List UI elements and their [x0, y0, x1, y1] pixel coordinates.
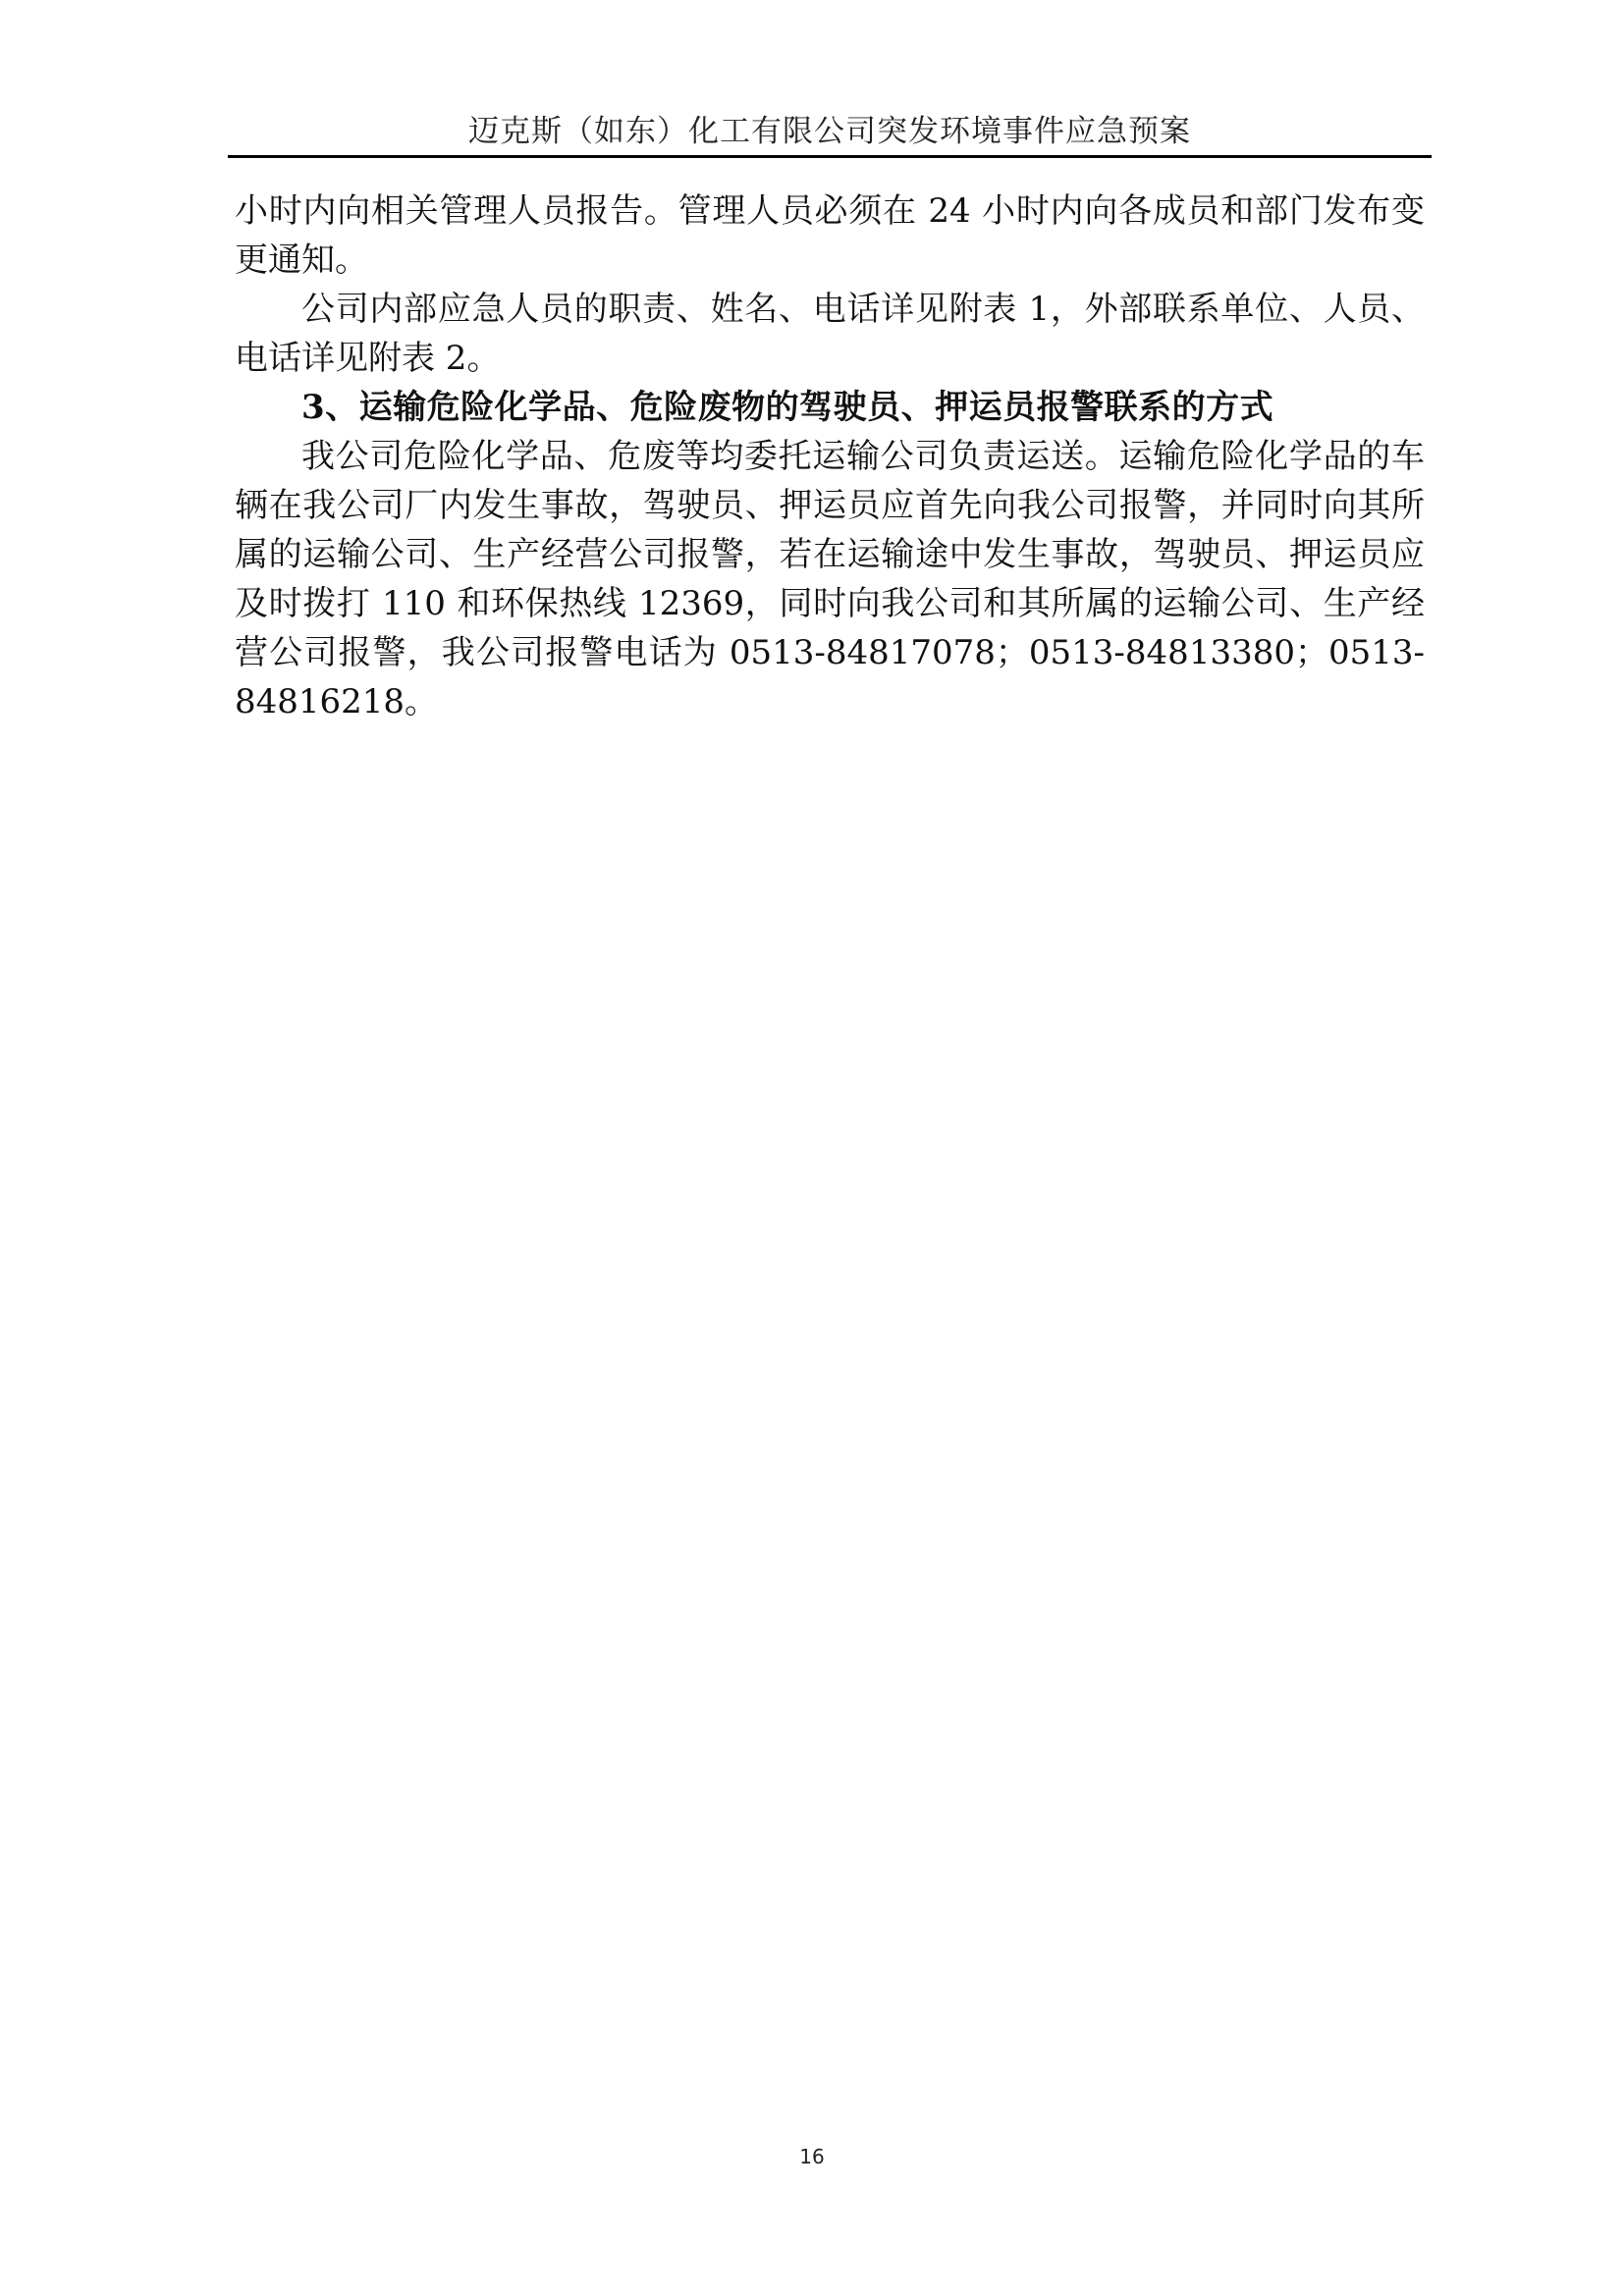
section-heading-transport-alarm: 3、运输危险化学品、危险废物的驾驶员、押运员报警联系的方式	[301, 388, 1274, 427]
paragraph-change-notice: 小时内向相关管理人员报告。管理人员必须在 24 小时内向各成员和部门发布变更通知。	[235, 191, 1425, 280]
page-number: 16	[799, 2145, 825, 2168]
header-divider	[228, 155, 1432, 158]
document-body	[235, 187, 1425, 726]
paragraph-transport-alarm: 我公司危险化学品、危废等均委托运输公司负责运送。运输危险化学品的车辆在我公司厂内发生事故，驾驶员、押运员应首先向我公司报警，并同时向其所属的运输公司、生产经营公司报警，若在运输途中发生事故，驾驶员、押运员应及时拨打 110 和环保热线 12369，同时向我公司和其所属的运输公司、生产经营公司报警，我公司报警电话为 0513-84817078；0513-84813380；0513-84816218。	[235, 437, 1425, 721]
page-header	[228, 0, 1432, 159]
header-title: 迈克斯（如东）化工有限公司突发环境事件应急预案	[468, 114, 1191, 149]
paragraph-contact-appendix: 公司内部应急人员的职责、姓名、电话详见附表 1，外部联系单位、人员、电话详见附表 2。	[235, 290, 1425, 378]
